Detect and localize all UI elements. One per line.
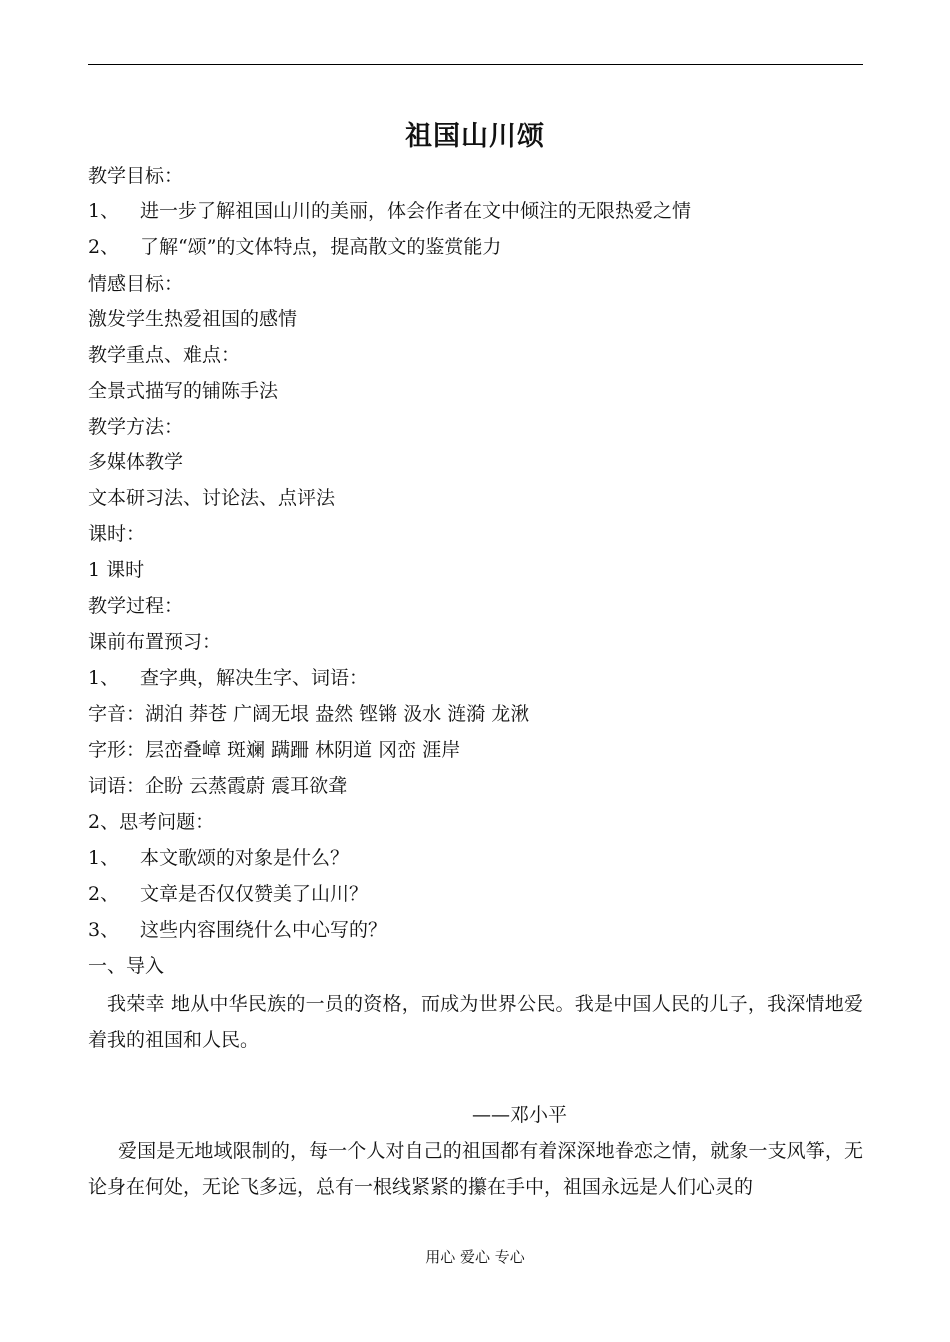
quote-paragraph: 我荣幸 地从中华民族的一员的资格，而成为世界公民。我是中国人民的儿子，我深情地爱着我的祖国和人民。 — [88, 993, 863, 1051]
document-title: 祖国山川颂 — [405, 121, 545, 152]
intro-heading: 一、导入 — [88, 955, 165, 977]
shape-line: 字形：层峦叠嶂 斑斓 蹒跚 林阴道 冈峦 涯岸 — [88, 739, 461, 761]
header-rule — [88, 64, 863, 65]
pronunciation-line: 字音：湖泊 莽苍 广阔无垠 盎然 铿锵 汲水 涟漪 龙湫 — [88, 703, 530, 725]
page-footer: 用心 爱心 专心 — [425, 1248, 525, 1266]
preview-item — [88, 664, 368, 692]
emotion-text: 激发学生热爱祖国的感情 — [88, 308, 298, 330]
question-item-3 — [88, 916, 387, 944]
question-item-2 — [88, 880, 368, 908]
question-number: 1、 — [88, 847, 120, 869]
question-item-1 — [88, 844, 349, 872]
question-number: 2、 — [88, 883, 120, 905]
goal-text: 了解“颂”的文体特点，提高散文的鉴赏能力 — [140, 236, 502, 258]
method-item: 多媒体教学 — [88, 451, 184, 473]
question-number: 3、 — [88, 919, 120, 941]
goal-number: 2、 — [88, 236, 120, 258]
goals-heading: 教学目标： — [88, 165, 184, 187]
goal-number: 1、 — [88, 200, 120, 222]
emotion-heading: 情感目标： — [88, 273, 184, 295]
goal-text: 进一步了解祖国山川的美丽，体会作者在文中倾注的无限热爱之情 — [140, 200, 692, 222]
preview-heading: 课前布置预习： — [88, 631, 222, 653]
preview-number: 1、 — [88, 667, 120, 689]
method-heading: 教学方法： — [88, 416, 184, 438]
goal-item-2 — [88, 233, 501, 261]
question-text: 文章是否仅仅赞美了山川？ — [140, 883, 369, 905]
focus-heading: 教学重点、难点： — [88, 344, 241, 366]
process-heading: 教学过程： — [88, 595, 184, 617]
words-line: 词语：企盼 云蒸霞蔚 震耳欲聋 — [88, 775, 348, 797]
questions-heading: 2、思考问题： — [88, 811, 215, 833]
focus-text: 全景式描写的铺陈手法 — [88, 380, 279, 402]
body-paragraph: 爱国是无地域限制的，每一个人对自己的祖国都有着深深地眷恋之情，就象一支风筝，无论身在何处，无论飞多远，总有一根线紧紧的攥在手中，祖国永远是人们心灵的 — [88, 1140, 863, 1198]
question-text: 这些内容围绕什么中心写的？ — [140, 919, 388, 941]
question-text: 本文歌颂的对象是什么？ — [140, 847, 350, 869]
goal-item-1 — [88, 197, 691, 225]
quote-author: ——邓小平 — [472, 1104, 568, 1126]
hours-text: 1 课时 — [88, 559, 145, 581]
method-item: 文本研习法、讨论法、点评法 — [88, 487, 336, 509]
preview-text: 查字典，解决生字、词语： — [140, 667, 369, 689]
hours-heading: 课时： — [88, 523, 146, 545]
